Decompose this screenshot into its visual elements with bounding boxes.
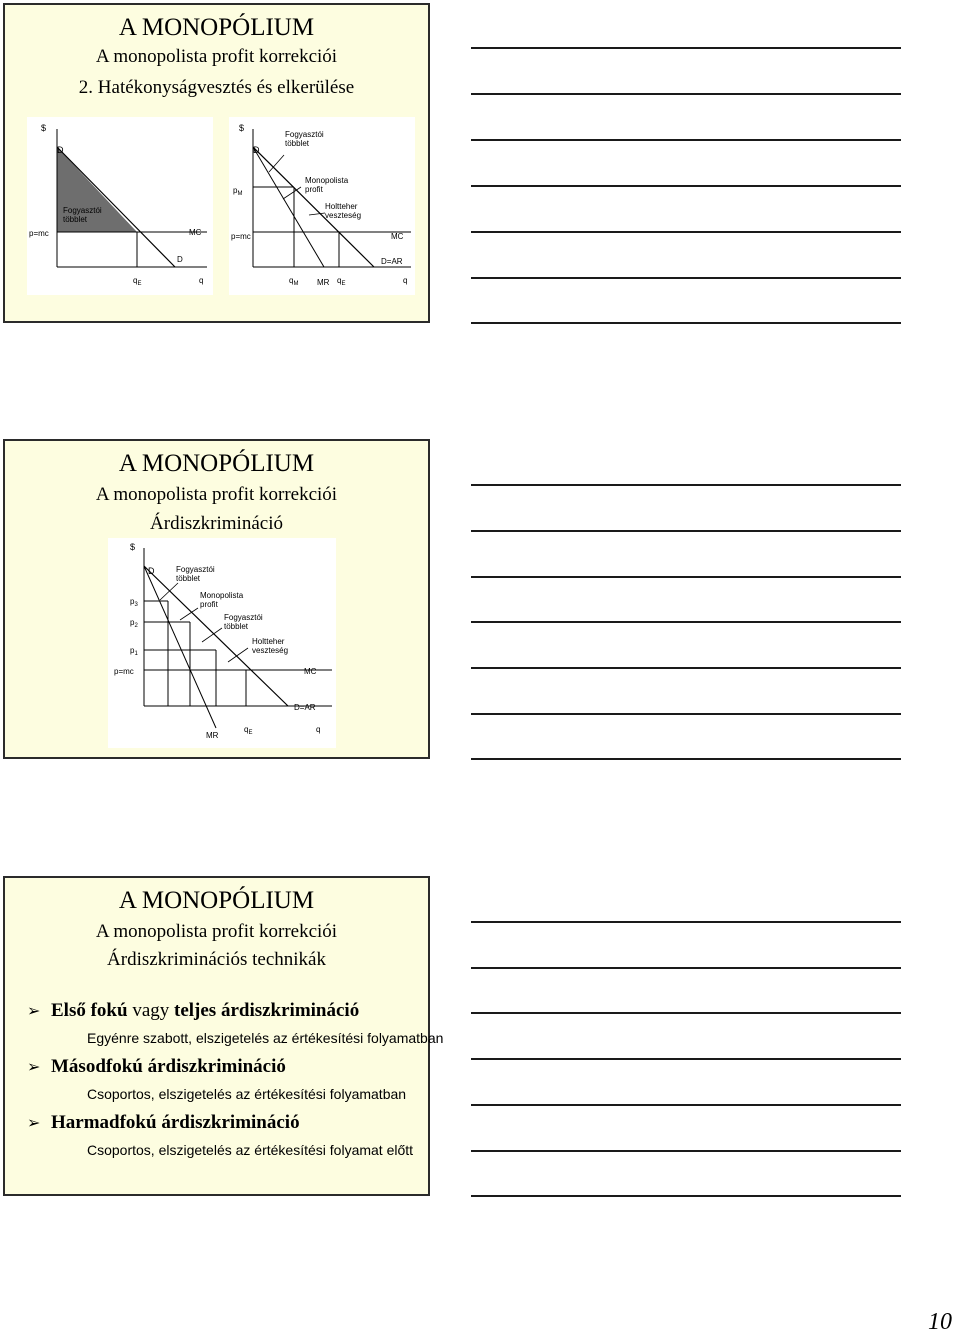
slide-3-subtitle: A monopolista profit korrekciói — [95, 921, 338, 942]
demand-label: D — [253, 145, 260, 155]
q-axis-label: q — [199, 276, 204, 285]
p2-label: $p_2$ — [130, 618, 138, 629]
dar-label: D=AR — [381, 257, 403, 266]
price-label: p=mc — [114, 667, 134, 676]
slide-1 — [3, 3, 430, 323]
list-item: ➢ Másodfokú árdiszkrimináció — [27, 1056, 286, 1077]
consumer-surplus-label: Fogyasztói többlet — [285, 130, 324, 148]
qe-label: $q_E$ — [244, 725, 253, 736]
y-axis-label: $ — [239, 123, 245, 133]
qe-label: $q_E$ — [337, 276, 346, 287]
list-item-description: Egyénre szabott, elszigetelés az értékesítési folyamatban — [87, 1030, 444, 1046]
q-axis-label: q — [403, 276, 408, 285]
slide-1-title: A MONOPÓLIUM — [118, 14, 315, 41]
y-axis-label: $ — [41, 123, 47, 133]
deadweight-loss-label: Holtteher veszteség — [252, 637, 289, 655]
demand-bottom-label: D — [177, 255, 183, 264]
qe-label: $q_E$ — [133, 276, 142, 287]
slide-2-heading: Árdiszkrimináció — [150, 513, 283, 534]
consumer-surplus-top-label: Fogyasztói többlet — [176, 565, 215, 583]
slide-1-subtitle: A monopolista profit korrekciói — [95, 46, 338, 67]
monopoly-profit-label: Monopolista profit — [200, 591, 244, 609]
arrow-bullet-icon: ➢ — [27, 1057, 41, 1076]
list-item: ➢ Első fokú vagy teljes árdiszkrimináció — [27, 1000, 360, 1021]
deadweight-loss-label: Holtteher veszteség — [325, 202, 362, 220]
mc-label: MC — [189, 228, 202, 237]
consumer-surplus-mid-label: Fogyasztói többlet — [224, 613, 263, 631]
slide-1-heading: 2. Hatékonyságvesztés és elkerülése — [78, 77, 355, 98]
mr-label: MR — [206, 731, 219, 740]
q-axis-label: q — [316, 725, 321, 734]
consumer-surplus-label: Fogyasztói többlet — [63, 206, 102, 224]
list-item: ➢ Harmadfokú árdiszkrimináció — [27, 1112, 300, 1133]
demand-label: D — [57, 145, 64, 155]
demand-label: D — [148, 566, 155, 576]
qm-label: $q_M$ — [289, 276, 299, 287]
efficiency-chart-competitive — [27, 117, 213, 295]
dar-label: D=AR — [294, 703, 316, 712]
pm-label: $p_M$ — [233, 186, 243, 197]
slide-3-heading: Árdiszkriminációs technikák — [107, 949, 326, 970]
p1-label: $p_1$ — [130, 646, 138, 657]
slide-2-subtitle: A monopolista profit korrekciói — [95, 484, 338, 505]
price-label: p=mc — [29, 229, 49, 238]
arrow-bullet-icon: ➢ — [27, 1001, 41, 1020]
slide-2 — [3, 439, 430, 759]
slide-3-title: A MONOPÓLIUM — [118, 887, 315, 914]
price-label: p=mc — [231, 232, 251, 241]
price-discrimination-chart — [108, 538, 336, 748]
mc-label: MC — [391, 232, 404, 241]
list-item-description: Csoportos, elszigetelés az értékesítési folyamat előtt — [87, 1142, 414, 1158]
p3-label: $p_3$ — [130, 597, 138, 608]
monopoly-profit-label: Monopolista profit — [305, 176, 349, 194]
y-axis-label: $ — [130, 542, 136, 552]
page-number: 10 — [928, 1309, 952, 1335]
list-item-description: Csoportos, elszigetelés az értékesítési folyamatban — [87, 1086, 407, 1102]
arrow-bullet-icon: ➢ — [27, 1113, 41, 1132]
mr-label: MR — [317, 278, 330, 287]
efficiency-chart-monopoly — [229, 117, 415, 295]
slide-2-title: A MONOPÓLIUM — [118, 450, 315, 477]
mc-label: MC — [304, 667, 317, 676]
slide-3 — [3, 876, 444, 1196]
